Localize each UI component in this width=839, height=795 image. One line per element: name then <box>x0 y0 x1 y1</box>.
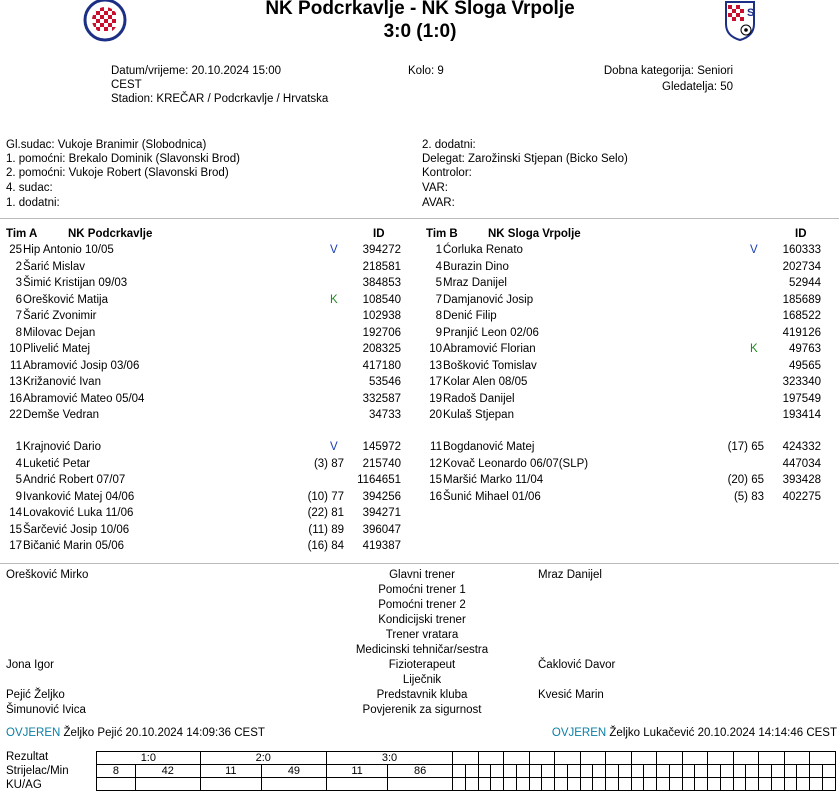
player-id: 394271 <box>362 507 401 519</box>
player-name: Ivanković Matej 04/06 <box>23 490 135 503</box>
player-name: Plivelić Matej <box>23 343 91 355</box>
sloga-vrpolje-crest-icon <box>720 0 760 42</box>
player-id: 384853 <box>362 277 401 289</box>
player-number: 2 <box>15 260 22 273</box>
ku-ag-cell <box>262 778 327 791</box>
result-cell <box>682 752 708 765</box>
staff-team-b: Čaklović Davor <box>538 659 616 671</box>
ku-ag-cell <box>326 778 387 791</box>
staff-team-b: Kvesić Marin <box>538 689 604 701</box>
result-cell <box>784 752 810 765</box>
scorer-cell <box>516 765 529 778</box>
staff-role: Pomoćni trener 2 <box>378 599 466 611</box>
player-id: 185689 <box>782 293 821 306</box>
player-row <box>0 391 418 408</box>
player-row <box>420 439 838 456</box>
player-id: 102938 <box>362 310 401 322</box>
player-name: Bošković Tomislav <box>443 359 537 372</box>
staff-team-a: Pejić Željko <box>6 689 65 701</box>
player-id: 160333 <box>782 244 821 256</box>
player-row <box>420 242 838 259</box>
player-row <box>0 489 418 506</box>
player-number: 19 <box>429 392 442 405</box>
player-number: 14 <box>9 507 22 519</box>
staff-role: Glavni trener <box>389 569 455 581</box>
player-number: 17 <box>429 376 442 388</box>
player-id: 208325 <box>362 343 401 355</box>
player-row <box>0 275 418 292</box>
scorer-cell <box>555 765 568 778</box>
ku-ag-cell <box>797 778 810 791</box>
player-number: 6 <box>15 293 22 306</box>
match-round: Kolo: 9 <box>408 65 444 77</box>
player-name: Luketić Petar <box>23 457 91 470</box>
player-number: 1 <box>15 441 22 453</box>
scorer-cell <box>708 765 721 778</box>
scorer-cell: 49 <box>262 765 327 778</box>
player-name: Abramović Josip 03/06 <box>23 359 140 372</box>
player-id: 215740 <box>362 457 401 470</box>
player-id: 218581 <box>362 260 401 273</box>
player-row <box>0 472 418 489</box>
player-sub-info: (20) 65 <box>727 474 764 486</box>
player-number: 5 <box>435 277 442 289</box>
player-name: Mraz Danijel <box>443 277 507 289</box>
staff-role: Pomoćni trener 1 <box>378 584 466 596</box>
player-number: 15 <box>9 523 22 536</box>
player-name: Burazin Dino <box>443 260 509 273</box>
player-sub-info: (17) 65 <box>727 441 764 453</box>
player-name: Orešković Matija <box>23 293 108 306</box>
ku-ag-cell <box>453 778 466 791</box>
ku-ag-cell <box>516 778 529 791</box>
player-row <box>420 391 838 408</box>
player-number: 12 <box>429 457 442 470</box>
official-left-3: 4. sudac: <box>6 182 53 194</box>
player-id: 108540 <box>362 293 401 306</box>
ku-ag-cell <box>657 778 670 791</box>
scorer-cell <box>669 765 682 778</box>
player-id: 402275 <box>782 490 821 503</box>
player-number: 3 <box>15 277 22 289</box>
scorer-cell <box>644 765 657 778</box>
player-sub-info: (5) 83 <box>733 490 764 503</box>
player-row <box>0 407 418 424</box>
scorer-cell: 42 <box>135 765 200 778</box>
player-name: Lovaković Luka 11/06 <box>23 507 134 519</box>
ku-ag-cell <box>567 778 580 791</box>
ku-ag-cell <box>504 778 517 791</box>
ku-ag-cell <box>618 778 631 791</box>
player-name: Pranjić Leon 02/06 <box>443 326 539 339</box>
player-number: 4 <box>435 260 442 273</box>
player-id: 49763 <box>789 343 821 355</box>
player-row <box>0 456 418 473</box>
official-right-4: AVAR: <box>422 197 455 209</box>
scorer-cell <box>465 765 478 778</box>
player-row <box>420 259 838 276</box>
scorer-cell <box>784 765 797 778</box>
official-left-4: 1. dodatni: <box>6 197 60 209</box>
player-id: 52944 <box>789 277 821 289</box>
result-cell <box>759 752 785 765</box>
player-id: 192706 <box>362 326 401 339</box>
staff-role: Kondicijski trener <box>378 614 466 626</box>
player-row <box>0 538 418 555</box>
player-name: Šunić Mihael 01/06 <box>443 490 541 503</box>
staff-role: Medicinski tehničar/sestra <box>355 644 489 656</box>
player-number: 10 <box>429 343 442 355</box>
result-cell: 1:0 <box>97 752 201 765</box>
match-title: NK Podcrkavlje - NK Sloga Vrpolje <box>265 0 575 19</box>
player-row <box>420 292 838 309</box>
player-row <box>0 374 418 391</box>
ku-ag-cell <box>465 778 478 791</box>
verified-status: OVJEREN <box>551 727 607 739</box>
ku-ag-cell <box>555 778 568 791</box>
result-cell <box>657 752 683 765</box>
scorer-cell <box>453 765 466 778</box>
ku-ag-cell <box>529 778 542 791</box>
player-name: Bogdanović Matej <box>443 441 535 453</box>
ku-ag-cell <box>759 778 772 791</box>
player-id: 419126 <box>782 326 821 339</box>
player-id: 49565 <box>789 359 821 372</box>
player-flag: K <box>750 343 758 355</box>
staff-team-b: Mraz Danijel <box>538 569 602 581</box>
result-cell <box>453 752 479 765</box>
player-id: 193414 <box>782 409 821 421</box>
result-cell <box>478 752 504 765</box>
player-name: Damjanović Josip <box>443 293 534 306</box>
player-name: Ćorluka Renato <box>443 244 523 256</box>
player-name: Andrić Robert 07/07 <box>23 474 126 486</box>
player-row <box>0 439 418 456</box>
verified-status: OVJEREN <box>6 727 61 739</box>
player-number: 4 <box>15 457 22 470</box>
player-number: 13 <box>9 376 22 388</box>
team-a-id-header: ID <box>373 228 385 240</box>
verified-text: Željko Lukačević 20.10.2024 14:14:46 CEST <box>609 727 837 739</box>
player-number: 7 <box>15 310 22 322</box>
player-name: Kulaš Stjepan <box>443 409 514 421</box>
player-row <box>420 275 838 292</box>
player-flag: V <box>330 244 338 256</box>
player-id: 145972 <box>362 441 401 453</box>
scorer-cell <box>618 765 631 778</box>
ku-ag-cell <box>784 778 797 791</box>
ku-ag-cell <box>491 778 504 791</box>
divider <box>0 218 839 219</box>
player-id: 393428 <box>782 474 821 486</box>
official-right-2: Kontrolor: <box>422 167 472 179</box>
ku-ag-cell <box>478 778 491 791</box>
ku-ag-cell <box>580 778 593 791</box>
player-number: 7 <box>435 293 442 306</box>
result-cell: 2:0 <box>200 752 326 765</box>
result-cell <box>810 752 836 765</box>
ku-ag-cell <box>682 778 695 791</box>
player-flag: K <box>330 293 338 306</box>
scorer-cell <box>746 765 759 778</box>
staff-role: Liječnik <box>402 674 442 686</box>
scorer-cell <box>733 765 746 778</box>
match-spectators: Gledatelja: 50 <box>662 81 733 93</box>
player-name: Šimić Kristijan 09/03 <box>23 277 128 289</box>
player-row <box>420 308 838 325</box>
player-row <box>420 407 838 424</box>
player-name: Kovač Leonardo 06/07(SLP) <box>443 457 589 470</box>
player-sub-info: (16) 84 <box>307 540 344 552</box>
player-name: Kolar Alen 08/05 <box>443 376 528 388</box>
player-number: 16 <box>429 490 442 503</box>
ku-ag-cell <box>720 778 733 791</box>
ku-ag-cell <box>746 778 759 791</box>
staff-team-a: Orešković Mirko <box>6 569 89 581</box>
player-row <box>0 242 418 259</box>
player-name: Križanović Ivan <box>23 376 101 388</box>
player-row <box>420 358 838 375</box>
team-a-name: NK Podcrkavlje <box>68 228 153 240</box>
scorer-cell <box>478 765 491 778</box>
player-number: 11 <box>430 441 442 453</box>
player-row <box>0 308 418 325</box>
player-number: 20 <box>429 409 442 421</box>
match-timezone: CEST <box>111 79 142 91</box>
player-name: Bičanić Marin 05/06 <box>23 540 124 552</box>
scorer-cell: 11 <box>326 765 387 778</box>
player-row <box>420 374 838 391</box>
staff-role: Fizioterapeut <box>388 659 456 671</box>
player-sub-info: (3) 87 <box>313 457 344 470</box>
player-name: Maršić Marko 11/04 <box>443 474 544 486</box>
player-id: 394272 <box>362 244 401 256</box>
player-number: 16 <box>9 392 22 405</box>
result-cell <box>733 752 759 765</box>
player-number: 15 <box>429 474 442 486</box>
player-row <box>0 341 418 358</box>
team-b-name: NK Sloga Vrpolje <box>488 228 581 240</box>
player-name: Hip Antonio 10/05 <box>23 244 114 256</box>
player-number: 1 <box>435 244 442 256</box>
official-right-3: VAR: <box>422 182 448 194</box>
player-number: 10 <box>9 343 22 355</box>
player-name: Milovac Dejan <box>23 326 96 339</box>
player-name: Šarić Zvonimir <box>23 310 97 322</box>
player-id: 394256 <box>362 490 401 503</box>
player-id: 447034 <box>782 457 821 470</box>
official-right-1: Delegat: Zarožinski Stjepan (Bicko Selo) <box>422 153 628 165</box>
ku-ag-cell <box>822 778 835 791</box>
player-id: 168522 <box>782 310 821 322</box>
player-sub-info: (22) 81 <box>307 507 344 519</box>
scorer-cell: 11 <box>200 765 261 778</box>
ku-ag-cell <box>771 778 784 791</box>
ku-ag-cell <box>733 778 746 791</box>
scorer-cell: 8 <box>97 765 136 778</box>
player-id: 332587 <box>362 392 401 405</box>
staff-team-a: Jona Igor <box>6 659 54 671</box>
ku-ag-cell <box>695 778 708 791</box>
player-number: 8 <box>15 326 22 339</box>
match-score: 3:0 (1:0) <box>383 21 457 42</box>
result-cell <box>555 752 581 765</box>
player-id: 323340 <box>782 376 821 388</box>
player-id: 202734 <box>782 260 821 273</box>
official-left-1: 1. pomoćni: Brekalo Dominik (Slavonski Brod) <box>6 153 240 165</box>
player-number: 9 <box>15 490 22 503</box>
result-cell: 3:0 <box>326 752 452 765</box>
scorer-cell <box>771 765 784 778</box>
official-right-0: 2. dodatni: <box>422 139 476 151</box>
result-cell <box>580 752 606 765</box>
ku-ag-cell <box>542 778 555 791</box>
staff-role: Predstavnik kluba <box>376 689 468 701</box>
scorer-cell: 86 <box>388 765 453 778</box>
player-row <box>420 489 838 506</box>
svg-text:S: S <box>747 7 755 19</box>
ku-ag-cell <box>644 778 657 791</box>
team-b-label: Tim B <box>426 228 458 240</box>
player-row <box>0 358 418 375</box>
scorer-cell <box>695 765 708 778</box>
verified-text: Željko Pejić 20.10.2024 14:09:36 CEST <box>63 727 265 739</box>
player-id: 197549 <box>782 392 821 405</box>
player-number: 22 <box>9 409 22 421</box>
player-row <box>420 325 838 342</box>
player-name: Radoš Danijel <box>443 392 515 405</box>
scorer-cell <box>580 765 593 778</box>
player-number: 11 <box>10 359 22 372</box>
staff-role: Trener vratara <box>385 629 459 641</box>
player-number: 5 <box>15 474 22 486</box>
ku-ag-cell <box>631 778 644 791</box>
result-grid <box>96 751 836 791</box>
scorer-cell <box>810 765 823 778</box>
ku-ag-cell <box>135 778 200 791</box>
result-cell <box>529 752 555 765</box>
ku-ag-cell <box>669 778 682 791</box>
player-id: 53546 <box>369 376 401 388</box>
divider <box>0 563 839 564</box>
player-row <box>0 522 418 539</box>
player-id: 1164651 <box>357 474 401 486</box>
scorer-label: Strijelac/Min <box>6 765 69 777</box>
scorer-cell <box>657 765 670 778</box>
player-name: Denić Filip <box>443 310 497 322</box>
player-id: 396047 <box>362 523 401 536</box>
player-name: Krajnović Dario <box>23 441 101 453</box>
player-name: Šarčević Josip 10/06 <box>23 523 130 536</box>
player-name: Šarić Mislav <box>23 260 85 273</box>
ku-ag-cell <box>708 778 721 791</box>
official-left-0: Gl.sudac: Vukoje Branimir (Slobodnica) <box>6 139 207 151</box>
player-row <box>0 325 418 342</box>
scorer-cell <box>631 765 644 778</box>
result-label: Rezultat <box>6 751 49 763</box>
player-number: 25 <box>9 244 22 256</box>
result-cell <box>708 752 734 765</box>
match-stadium: Stadion: KREČAR / Podcrkavlje / Hrvatska <box>111 93 329 105</box>
player-number: 9 <box>435 326 442 339</box>
player-row <box>420 472 838 489</box>
scorer-cell <box>593 765 606 778</box>
player-row <box>0 292 418 309</box>
scorer-cell <box>822 765 835 778</box>
ku-ag-cell <box>810 778 823 791</box>
scorer-cell <box>504 765 517 778</box>
player-number: 13 <box>429 359 442 372</box>
player-row <box>420 456 838 473</box>
match-category: Dobna kategorija: Seniori <box>603 65 733 77</box>
staff-team-a: Šimunović Ivica <box>6 704 86 716</box>
result-cell <box>504 752 530 765</box>
scorer-cell <box>606 765 619 778</box>
player-id: 34733 <box>369 409 401 421</box>
verification-right <box>552 727 837 739</box>
result-cell <box>606 752 632 765</box>
player-name: Abramović Mateo 05/04 <box>23 392 145 405</box>
ku-ag-cell <box>200 778 261 791</box>
player-sub-info: (10) 77 <box>307 490 344 503</box>
team-a-label: Tim A <box>6 228 38 240</box>
official-left-2: 2. pomoćni: Vukoje Robert (Slavonski Brod) <box>6 167 229 179</box>
player-id: 417180 <box>362 359 401 372</box>
scorer-cell <box>759 765 772 778</box>
podcrkavlje-crest-icon <box>82 0 128 42</box>
player-flag: V <box>330 441 338 453</box>
match-date: Datum/vrijeme: 20.10.2024 15:00 <box>111 65 282 77</box>
scorer-cell <box>567 765 580 778</box>
player-row <box>420 341 838 358</box>
ku-ag-cell <box>593 778 606 791</box>
ku-ag-cell <box>606 778 619 791</box>
scorer-cell <box>682 765 695 778</box>
player-name: Abramović Florian <box>443 343 536 355</box>
player-id: 419387 <box>362 540 401 552</box>
player-flag: V <box>750 244 758 256</box>
scorer-cell <box>797 765 810 778</box>
ku-ag-cell <box>97 778 136 791</box>
player-id: 424332 <box>782 441 821 453</box>
scorer-cell <box>491 765 504 778</box>
ku-ag-label: KU/AG <box>6 779 42 791</box>
ku-ag-cell <box>388 778 453 791</box>
result-cell <box>631 752 657 765</box>
scorer-cell <box>720 765 733 778</box>
player-name: Demše Vedran <box>23 409 100 421</box>
verification-left <box>6 727 265 739</box>
player-number: 8 <box>435 310 442 322</box>
player-sub-info: (11) 89 <box>308 523 344 536</box>
team-b-id-header: ID <box>795 228 807 240</box>
player-row <box>0 259 418 276</box>
scorer-cell <box>529 765 542 778</box>
player-number: 17 <box>9 540 22 552</box>
staff-role: Povjerenik za sigurnost <box>362 704 482 716</box>
scorer-cell <box>542 765 555 778</box>
player-row <box>0 505 418 522</box>
